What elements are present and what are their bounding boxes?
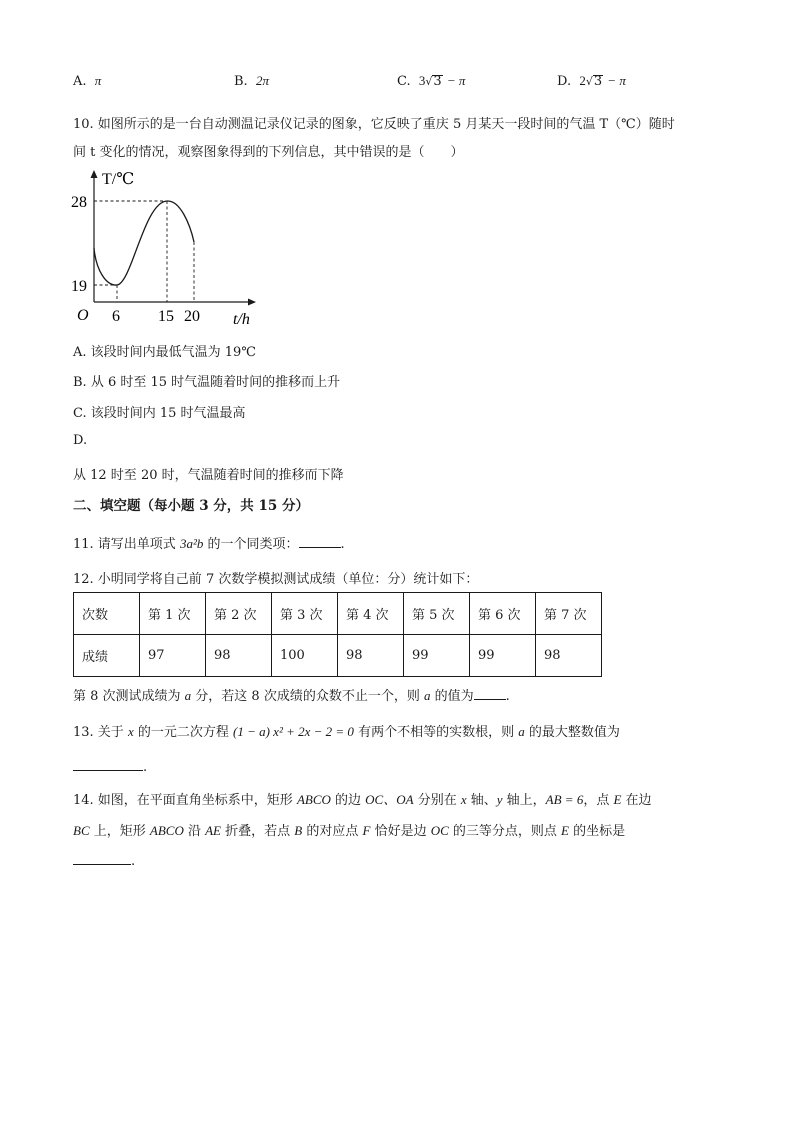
x-tick-15: 15 <box>158 308 174 325</box>
q14-text: 沿 <box>183 824 206 839</box>
option-label: A. <box>73 74 87 89</box>
table-cell: 第 4 次 <box>338 593 404 635</box>
section-title: 二、填空题（每小题 3 分，共 15 分） <box>73 498 309 514</box>
y-tick-28: 28 <box>71 194 87 211</box>
q9-option-b <box>234 73 269 89</box>
q13-answer-blank[interactable] <box>73 758 143 771</box>
variable-a: a <box>184 688 192 703</box>
table-cell: 99 <box>470 635 536 677</box>
q12-answer-blank[interactable] <box>474 687 506 700</box>
table-cell: 第 2 次 <box>206 593 272 635</box>
radicand: 3 <box>433 74 442 89</box>
q12-text: 的值为 <box>430 689 474 704</box>
q14-stem-line1 <box>73 789 652 808</box>
q14-text: 的三等分点，则点 <box>448 824 562 839</box>
radicand: 3 <box>593 74 603 89</box>
sides-oc-oa: OC、OA <box>365 792 414 807</box>
q14-stem-line2 <box>73 820 625 839</box>
option-value: π <box>94 73 102 88</box>
table-cell: 98 <box>338 635 404 677</box>
point-b: B <box>294 823 303 838</box>
q10-stem-line1: 10. 如图所示的是一台自动测温记录仪记录的图象，它反映了重庆 5 月某天一段时间的气温 T（℃）随时 <box>73 117 675 132</box>
y-tick-19: 19 <box>71 278 87 295</box>
q13-text: 13. 关于 <box>73 725 128 740</box>
table-row <box>74 593 602 635</box>
q12-period: . <box>505 689 510 704</box>
segment-ae: AE <box>205 823 221 838</box>
y-axis-arrow-icon <box>91 170 98 178</box>
q13-text: 有两个不相等的实数根，则 <box>353 725 519 740</box>
x-axis-arrow-icon <box>248 299 256 306</box>
table-cell: 成绩 <box>74 635 140 677</box>
q14-text: 在边 <box>621 793 652 808</box>
q14-text: 的对应点 <box>302 824 363 839</box>
option-label: D. <box>557 74 572 89</box>
coefficient: 3 <box>418 73 426 88</box>
q11-text: 11. 请写出单项式 <box>73 537 180 552</box>
q14-text: 14. 如图，在平面直角坐标系中，矩形 <box>73 793 297 808</box>
table-cell: 次数 <box>74 593 140 635</box>
ab-equation: AB = 6 <box>545 792 584 807</box>
point-f: F <box>362 823 371 838</box>
q11-answer-blank[interactable] <box>299 535 341 548</box>
q13-text: 的一元二次方程 <box>133 725 233 740</box>
x-tick-20: 20 <box>184 308 200 325</box>
q9-option-d <box>557 73 626 89</box>
variable-a: a <box>423 688 431 703</box>
x-axis-label: t/h <box>233 311 250 328</box>
q10-option-b: B. 从 6 时至 15 时气温随着时间的推移而上升 <box>73 375 341 390</box>
variable-x: x <box>127 724 134 739</box>
q11-stem <box>73 533 345 552</box>
score-table <box>73 592 602 677</box>
option-tail: − π <box>607 73 626 88</box>
q14-text: 轴、 <box>466 793 497 808</box>
q14-text: ，点 <box>583 793 614 808</box>
coefficient: 2 <box>579 73 586 88</box>
x-tick-6: 6 <box>112 308 120 325</box>
q13-text: 的最大整数值为 <box>524 725 620 740</box>
q12-stem: 12. 小明同学将自己前 7 次数学模拟测试成绩（单位：分）统计如下： <box>73 572 479 587</box>
q10-stem-line2: 间 t 变化的情况，观察图象得到的下列信息，其中错误的是（ ） <box>73 145 464 160</box>
option-value: 2π <box>255 73 269 88</box>
q10-option-c: C. 该段时间内 15 时气温最高 <box>73 406 246 421</box>
table-cell: 第 5 次 <box>404 593 470 635</box>
point-e: E <box>613 792 622 807</box>
side-bc: BC <box>73 823 90 838</box>
y-axis-label: T/℃ <box>102 171 135 188</box>
q9-option-c <box>397 73 465 89</box>
rect-abco: ABCO <box>296 792 331 807</box>
q14-answer-blank[interactable] <box>73 852 131 865</box>
table-cell: 第 1 次 <box>140 593 206 635</box>
table-cell: 98 <box>536 635 602 677</box>
origin-label: O <box>77 307 89 324</box>
q14-text: 恰好是边 <box>370 824 431 839</box>
q14-text: 分别在 <box>413 793 461 808</box>
radical-sign: √ <box>425 75 433 88</box>
table-cell: 99 <box>404 635 470 677</box>
table-cell: 第 6 次 <box>470 593 536 635</box>
q14-text: 的边 <box>330 793 366 808</box>
table-cell: 100 <box>272 635 338 677</box>
radical-sign: √ <box>585 75 593 88</box>
q14-text: 折叠，若点 <box>221 824 295 839</box>
option-label: B. <box>234 74 248 89</box>
temperature-curve <box>94 201 194 285</box>
table-cell: 98 <box>206 635 272 677</box>
q11-period: . <box>340 537 345 552</box>
variable-y: y <box>496 792 503 807</box>
q14-text: 的坐标是 <box>568 824 626 839</box>
q13-answer-line <box>73 758 147 775</box>
option-label: C. <box>397 74 411 89</box>
q14-text: 轴上， <box>502 793 546 808</box>
rect-abco: ABCO <box>149 823 184 838</box>
variable-x: x <box>460 792 467 807</box>
q10-option-a: A. 该段时间内最低气温为 19℃ <box>73 345 256 360</box>
q14-text: 上，矩形 <box>89 824 150 839</box>
q13-period: . <box>143 760 148 775</box>
q12-question <box>73 685 510 704</box>
q10-option-d-label: D. <box>73 433 88 448</box>
q12-text: 第 8 次测试成绩为 <box>73 689 185 704</box>
q9-option-a <box>73 73 101 89</box>
q13-equation: (1 − a) x² + 2x − 2 = 0 <box>233 724 354 739</box>
temperature-graph <box>70 162 270 332</box>
q12-text: 分，若这 8 次成绩的众数不止一个，则 <box>191 689 424 704</box>
q10-option-d-text: 从 12 时至 20 时，气温随着时间的推移而下降 <box>73 468 344 483</box>
table-cell: 第 7 次 <box>536 593 602 635</box>
table-cell: 97 <box>140 635 206 677</box>
variable-a: a <box>518 724 525 739</box>
q14-answer-line <box>73 852 135 869</box>
side-oc: OC <box>430 823 449 838</box>
point-e: E <box>561 823 569 838</box>
q13-stem <box>73 721 620 740</box>
table-cell: 第 3 次 <box>272 593 338 635</box>
q11-text: 的一个同类项： <box>203 537 299 552</box>
table-row <box>74 635 602 677</box>
q14-period: . <box>131 854 136 869</box>
q11-monomial: 3a²b <box>179 536 204 551</box>
option-tail: − π <box>446 73 466 88</box>
